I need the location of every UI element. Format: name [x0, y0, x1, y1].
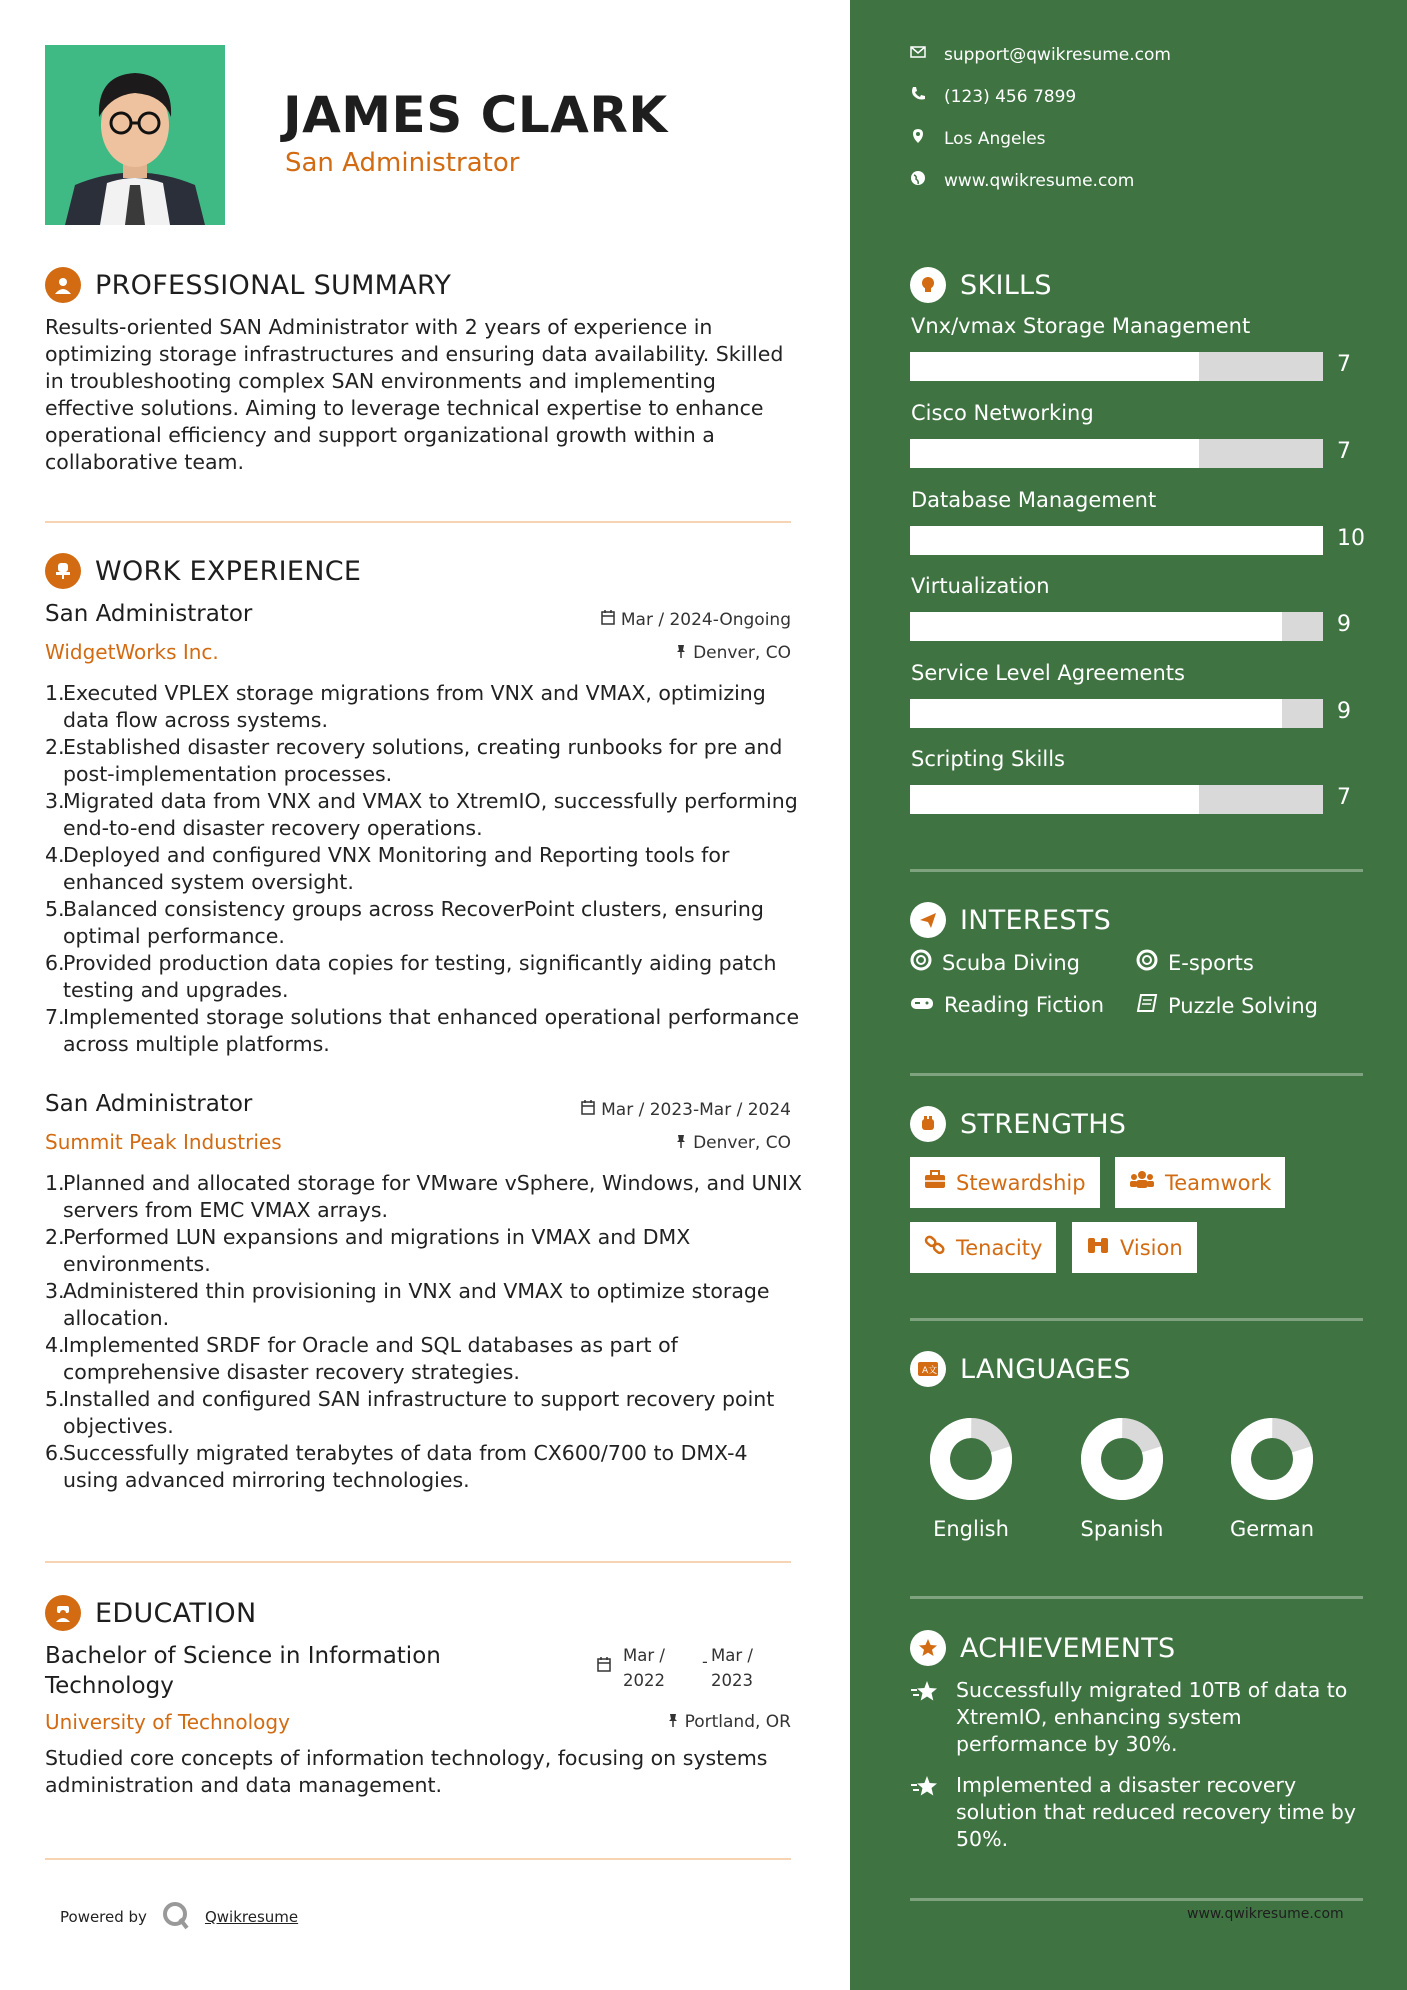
- strength-badge: Teamwork: [1115, 1157, 1285, 1208]
- globe-icon: [910, 170, 926, 191]
- bullet-text: Implemented storage solutions that enhanced operational performance across multiple platforms.: [63, 1005, 800, 1056]
- skill-bar: [910, 699, 1323, 728]
- education-description: Studied core concepts of information technology, focusing on systems administration and data management.: [45, 1746, 768, 1797]
- school-name: University of Technology: [45, 1710, 290, 1734]
- bullet-number: 5.: [45, 1387, 65, 1411]
- job-location: Denver, CO: [675, 643, 791, 663]
- section-title: SKILLS: [960, 269, 1052, 301]
- pin-icon: [667, 1712, 679, 1732]
- contact-phone: (123) 456 7899: [910, 86, 1076, 107]
- lifebuoy-icon: [910, 949, 932, 976]
- language-name: Spanish: [1080, 1517, 1164, 1541]
- bullet-number: 3.: [45, 789, 65, 813]
- star-badge-icon: [910, 1630, 946, 1666]
- summary-heading: [45, 267, 451, 303]
- bullet-text: Installed and configured SAN infrastructure to support recovery point objectives.: [63, 1387, 775, 1438]
- section-divider: [45, 1858, 791, 1860]
- pin-icon: [675, 643, 687, 663]
- lightbulb-icon: [910, 267, 946, 303]
- briefcase-icon: [924, 1170, 946, 1195]
- languages-heading: [910, 1351, 1131, 1387]
- bullet-text: Planned and allocated storage for VMware vSphere, Windows, and UNIX servers from EMC VMAX arrays.: [63, 1171, 803, 1222]
- paper-plane-icon: [910, 902, 946, 938]
- skill-level: 7: [1337, 439, 1351, 464]
- interest-item: E-sports: [1136, 949, 1254, 976]
- skill-bar-fill: [910, 699, 1282, 728]
- link-icon: [924, 1234, 946, 1261]
- skills-heading: [910, 267, 1052, 303]
- contact-location: Los Angeles: [910, 128, 1046, 149]
- job-bullet: [45, 1004, 805, 1058]
- skill-bar: [910, 612, 1323, 641]
- job-title: San Administrator: [45, 1091, 253, 1117]
- skill-level: 9: [1337, 699, 1351, 724]
- job-bullet-list: [45, 680, 805, 1058]
- bullet-text: Successfully migrated terabytes of data from CX600/700 to DMX-4 using advanced mirroring technologies.: [63, 1441, 748, 1492]
- section-title: INTERESTS: [960, 904, 1112, 936]
- skill-bar-fill: [910, 612, 1282, 641]
- date-separator: -: [702, 1652, 708, 1671]
- job-bullet: [45, 1278, 805, 1332]
- bullet-text: Executed VPLEX storage migrations from VNX and VMAX, optimizing data flow across systems.: [63, 681, 766, 732]
- work-heading: [45, 553, 361, 589]
- bullet-number: 1.: [45, 681, 65, 705]
- section-divider: [910, 1318, 1363, 1321]
- qwikresume-logo-icon: [161, 1900, 191, 1934]
- section-title: LANGUAGES: [960, 1353, 1131, 1385]
- gamepad-icon: [910, 993, 934, 1017]
- qwikresume-link[interactable]: Qwikresume: [204, 1908, 299, 1926]
- skill-level: 9: [1337, 612, 1351, 637]
- skill-name: Virtualization: [911, 574, 1050, 598]
- bullet-text: Deployed and configured VNX Monitoring and Reporting tools for enhanced system oversight.: [63, 843, 730, 894]
- calendar-icon: [601, 610, 615, 630]
- candidate-role: San Administrator: [285, 148, 520, 178]
- job-bullet: [45, 950, 805, 1004]
- skill-bar: [910, 785, 1323, 814]
- skill-name: Database Management: [911, 488, 1157, 512]
- strengths-heading: [910, 1106, 1126, 1142]
- achievement-item: Implemented a disaster recovery solution that reduced recovery time by 50%.: [910, 1772, 1370, 1853]
- phone-icon: [910, 86, 926, 107]
- binoculars-icon: [1086, 1235, 1110, 1260]
- job-date: Mar / 2023-Mar / 2024: [581, 1100, 791, 1120]
- company-name: WidgetWorks Inc.: [45, 640, 219, 664]
- job-bullet: [45, 842, 805, 896]
- skill-name: Vnx/vmax Storage Management: [911, 314, 1251, 338]
- strength-badge: Tenacity: [910, 1222, 1056, 1273]
- skill-bar: [910, 526, 1323, 555]
- interest-item: Scuba Diving: [910, 949, 1080, 976]
- contact-email: support@qwikresume.com: [910, 44, 1171, 65]
- section-divider: [910, 1898, 1363, 1901]
- section-divider: [910, 869, 1363, 872]
- translate-icon: [910, 1351, 946, 1387]
- interest-item: Reading Fiction: [910, 993, 1104, 1017]
- profile-photo: [45, 45, 225, 225]
- book-icon: [1136, 993, 1158, 1018]
- bullet-text: Migrated data from VNX and VMAX to XtremIO, successfully performing end-to-end disaster recovery operations.: [63, 789, 798, 840]
- skill-level: 10: [1337, 526, 1365, 551]
- language-level-ring: [1080, 1417, 1164, 1501]
- job-bullet: [45, 1440, 805, 1494]
- skill-bar-fill: [910, 526, 1323, 555]
- skill-bar-fill: [910, 439, 1199, 468]
- job-bullet: [45, 1386, 805, 1440]
- section-divider: [45, 521, 791, 523]
- education-start-date: Mar / 2022: [623, 1646, 665, 1690]
- job-bullet: [45, 1224, 805, 1278]
- bullet-number: 4.: [45, 1333, 65, 1357]
- education-location: Portland, OR: [667, 1712, 791, 1732]
- job-bullet: [45, 1332, 805, 1386]
- pin-icon: [675, 1133, 687, 1153]
- achievement-item: Successfully migrated 10TB of data to XtremIO, enhancing system performance by 30%.: [910, 1677, 1370, 1758]
- star-icon: [910, 1772, 942, 1853]
- interest-item: Puzzle Solving: [1136, 993, 1318, 1018]
- degree-title: Bachelor of Science in Information Technology: [45, 1643, 441, 1699]
- education-end-date: Mar / 2023: [711, 1646, 753, 1690]
- bullet-text: Implemented SRDF for Oracle and SQL databases as part of comprehensive disaster recovery strategies.: [63, 1333, 678, 1384]
- skill-level: 7: [1337, 785, 1351, 810]
- strength-badge: Stewardship: [910, 1157, 1100, 1208]
- envelope-icon: [910, 44, 926, 65]
- company-name: Summit Peak Industries: [45, 1130, 282, 1154]
- bullet-number: 6.: [45, 951, 65, 975]
- job-date: Mar / 2024-Ongoing: [601, 610, 791, 630]
- section-divider: [910, 1596, 1363, 1599]
- section-title: WORK EXPERIENCE: [95, 555, 362, 587]
- contact-website: www.qwikresume.com: [910, 170, 1134, 191]
- job-title: San Administrator: [45, 601, 253, 627]
- bullet-number: 5.: [45, 897, 65, 921]
- bullet-text: Administered thin provisioning in VNX and VMAX to optimize storage allocation.: [63, 1279, 770, 1330]
- section-divider: [45, 1561, 791, 1563]
- fist-icon: [910, 1106, 946, 1142]
- calendar-icon: [581, 1100, 595, 1120]
- language-level-ring: [929, 1417, 1013, 1501]
- powered-by: Powered by Qwikresume: [60, 1900, 298, 1934]
- chair-icon: [45, 553, 81, 589]
- job-location: Denver, CO: [675, 1133, 791, 1153]
- bullet-text: Balanced consistency groups across RecoverPoint clusters, ensuring optimal performance.: [63, 897, 764, 948]
- section-title: PROFESSIONAL SUMMARY: [95, 269, 452, 301]
- language-name: German: [1229, 1517, 1315, 1541]
- job-bullet: [45, 734, 805, 788]
- svg-text:A文: A文: [922, 1366, 938, 1376]
- job-bullet: [45, 1170, 805, 1224]
- bullet-number: 6.: [45, 1441, 65, 1465]
- section-divider: [910, 1073, 1363, 1076]
- skill-bar-fill: [910, 785, 1199, 814]
- bullet-text: Established disaster recovery solutions, creating runbooks for pre and post-implementation processes.: [63, 735, 783, 786]
- bullet-number: 2.: [45, 1225, 65, 1249]
- job-bullet: [45, 680, 805, 734]
- language-level-ring: [1230, 1417, 1314, 1501]
- bullet-number: 2.: [45, 735, 65, 759]
- job-bullet: [45, 896, 805, 950]
- section-title: EDUCATION: [95, 1597, 257, 1629]
- section-title: STRENGTHS: [960, 1108, 1127, 1140]
- skill-name: Scripting Skills: [911, 747, 1065, 771]
- skill-bar: [910, 352, 1323, 381]
- graduate-icon: [45, 1595, 81, 1631]
- job-bullet: [45, 788, 805, 842]
- skill-level: 7: [1337, 352, 1351, 377]
- lifebuoy-icon: [1136, 949, 1158, 976]
- job-bullet-list: [45, 1170, 805, 1494]
- footer-website[interactable]: www.qwikresume.com: [1187, 1906, 1344, 1922]
- star-icon: [910, 1677, 942, 1758]
- candidate-name: JAMES CLARK: [283, 86, 668, 144]
- skill-name: Cisco Networking: [911, 401, 1094, 425]
- interests-heading: [910, 902, 1111, 938]
- calendar-icon: [597, 1657, 611, 1676]
- bullet-number: 3.: [45, 1279, 65, 1303]
- bullet-text: Provided production data copies for testing, significantly aiding patch testing and upgrades.: [63, 951, 777, 1002]
- map-pin-icon: [910, 128, 926, 149]
- section-title: ACHIEVEMENTS: [960, 1632, 1176, 1664]
- skill-bar-fill: [910, 352, 1199, 381]
- bullet-number: 4.: [45, 843, 65, 867]
- skill-name: Service Level Agreements: [911, 661, 1185, 685]
- bullet-text: Performed LUN expansions and migrations in VMAX and DMX environments.: [63, 1225, 691, 1276]
- summary-text: Results-oriented SAN Administrator with 2 years of experience in optimizing storage infrastructures and ensuring data availability. Skilled in troubleshooting complex SAN environments and implementing effective solutions. Aiming to leverage technical expertise to enhance operational efficiency and support organizational growth within a collaborative team.: [45, 315, 784, 474]
- bullet-number: 7.: [45, 1005, 65, 1029]
- skill-bar: [910, 439, 1323, 468]
- users-icon: [1129, 1170, 1155, 1195]
- bullet-number: 1.: [45, 1171, 65, 1195]
- strength-badge: Vision: [1072, 1222, 1197, 1273]
- user-icon: [45, 267, 81, 303]
- language-name: English: [933, 1517, 1009, 1541]
- education-heading: [45, 1595, 256, 1631]
- achievements-heading: [910, 1630, 1176, 1666]
